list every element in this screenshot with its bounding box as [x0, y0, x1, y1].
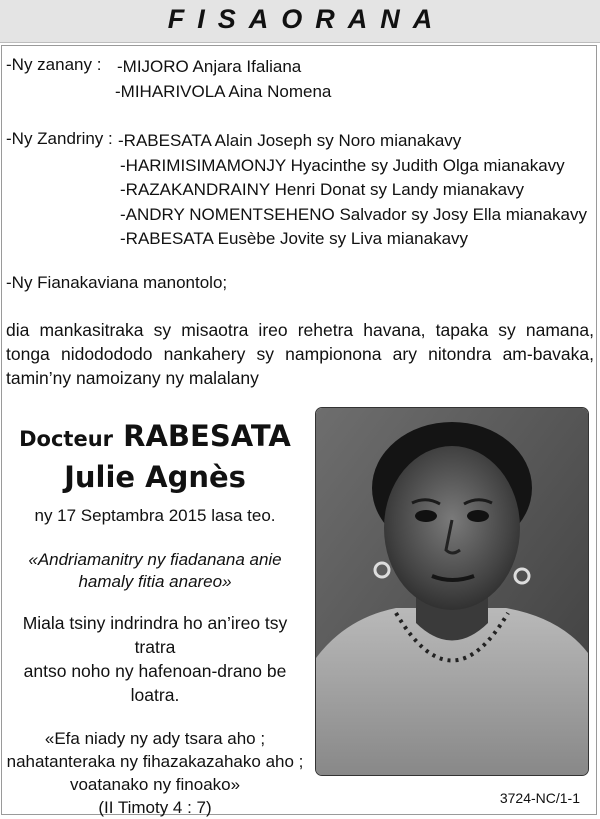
page-title: FISAORANA — [167, 4, 446, 34]
deceased-title: Docteur — [19, 427, 114, 451]
children-label: -Ny zanany : — [6, 55, 102, 74]
memorial-text-column — [0, 418, 310, 819]
death-date-line: ny 17 Septambra 2015 lasa teo. — [34, 506, 276, 525]
verse-line: nahatanteraka ny fihazakazahako aho ; — [6, 752, 304, 771]
sibling-name: -RABESATA Alain Joseph sy Noro mianakavy — [118, 131, 462, 150]
child-name: -MIHARIVOLA Aina Nomena — [115, 81, 332, 101]
verse-citation: (II Timoty 4 : 7) — [98, 798, 212, 817]
whole-family-line: -Ny Fianakaviana manontolo; — [6, 273, 228, 292]
quote-line: hamaly fitia anareo» — [78, 572, 232, 591]
portrait-photo — [315, 407, 589, 776]
sibling-name: -RAZAKANDRAINY Henri Donat sy Landy mianakavy — [120, 180, 525, 199]
portrait-icon — [316, 408, 588, 775]
children-names — [117, 55, 331, 104]
header-bar — [0, 0, 600, 43]
deceased-name-line1 — [0, 418, 310, 457]
message-line: Miala tsiny indrindra ho an’ireo tsy tratra — [22, 613, 288, 657]
verse-line: voatanako ny finoako» — [69, 775, 241, 794]
verse-line: «Efa niady ny ady tsara aho ; — [44, 729, 266, 748]
deceased-surname: RABESATA — [123, 419, 291, 453]
siblings-names — [118, 129, 587, 252]
thanks-paragraph: dia mankasitraka sy misaotra ireo rehetra havana, tapaka sy namana, tonga nidodododo nankahery sy nampionona ary nitondra am-bavaka, tamin’ny namoizany ny malalany — [6, 320, 594, 388]
reference-code: 3724-NC/1-1 — [499, 790, 580, 806]
quote-line: «Andriamanitry ny fiadanana anie — [28, 550, 282, 569]
child-name: -MIJORO Anjara Ifaliana — [117, 57, 302, 76]
sibling-name: -HARIMISIMAMONJY Hyacinthe sy Judith Olga mianakavy — [120, 155, 565, 175]
siblings-label: -Ny Zandriny : — [6, 129, 113, 148]
deceased-given-names: Julie Agnès — [64, 460, 246, 494]
message-line: antso noho ny hafenoan-drano be loatra. — [23, 661, 287, 705]
bible-verse — [0, 727, 310, 819]
blessing-quote — [0, 549, 310, 593]
sibling-name: -RABESATA Eusèbe Jovite sy Liva mianakavy — [120, 229, 469, 248]
sibling-name: -ANDRY NOMENTSEHENO Salvador sy Josy Ella mianakavy — [120, 204, 588, 224]
apology-message — [0, 611, 310, 707]
